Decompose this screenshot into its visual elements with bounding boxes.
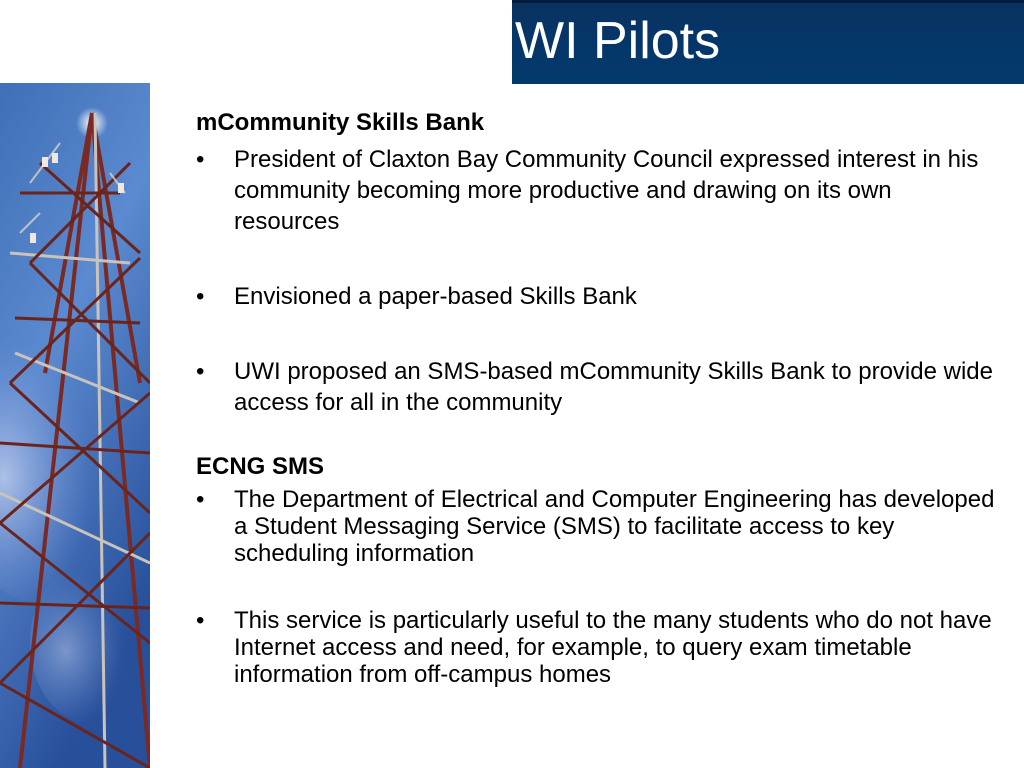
bullet-text: President of Claxton Bay Community Council expressed interest in his community becoming more productive and drawing on its own resources	[234, 146, 979, 235]
bullet-text: The Department of Electrical and Computer Engineering has developed a Student Messaging Service (SMS) to facilitate access to key scheduling information	[234, 486, 995, 567]
bullet-icon: •	[196, 486, 205, 513]
bullet-item	[196, 607, 996, 688]
bullet-item	[196, 281, 996, 312]
bullet-list	[196, 486, 996, 688]
bullet-icon: •	[196, 607, 205, 634]
section-ecng-sms	[196, 452, 996, 688]
bullet-text: UWI proposed an SMS-based mCommunity Skills Bank to provide wide access for all in the community	[234, 358, 993, 416]
transmission-tower-photo	[0, 83, 150, 768]
section-heading: ECNG SMS	[196, 453, 325, 480]
slide-title: WI Pilots	[515, 12, 721, 70]
slide-content	[196, 108, 996, 688]
bullet-item	[196, 356, 996, 418]
bullet-list	[196, 144, 996, 418]
title-bar	[512, 0, 1024, 84]
bullet-icon: •	[196, 283, 205, 310]
section-heading: mCommunity Skills Bank	[196, 109, 485, 136]
bullet-item	[196, 144, 996, 237]
bullet-text: This service is particularly useful to the many students who do not have Internet access and need, for example, to query exam timetable information from off-campus homes	[234, 607, 992, 688]
section-skills-bank	[196, 108, 996, 418]
bullet-icon: •	[196, 146, 205, 173]
bullet-text: Envisioned a paper-based Skills Bank	[234, 283, 637, 310]
bullet-item	[196, 486, 996, 567]
bullet-icon: •	[196, 358, 205, 385]
